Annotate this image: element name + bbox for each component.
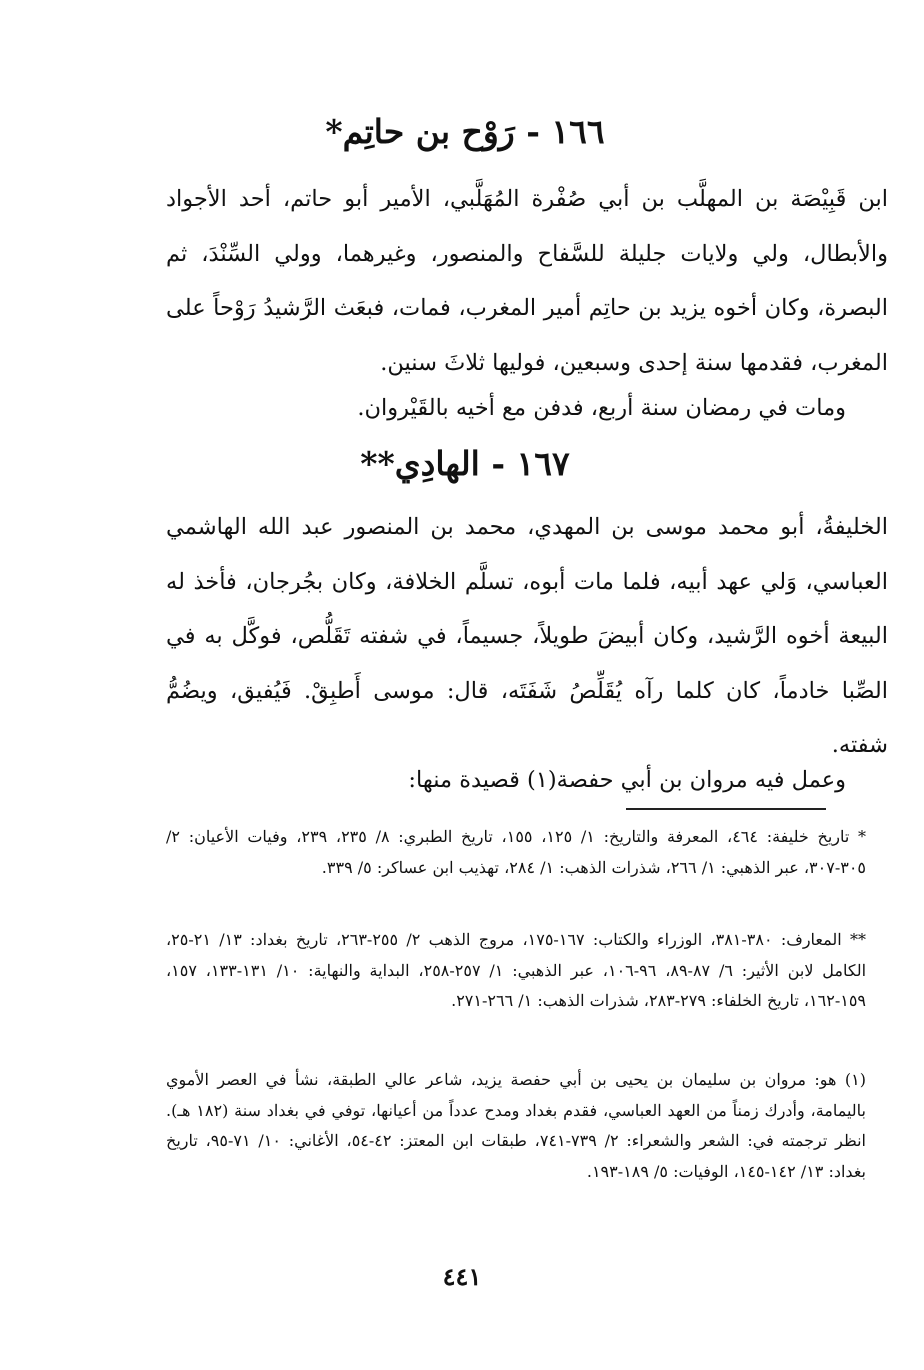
- footnote-single-star: * تاريخ خليفة: ٤٦٤، المعرفة والتاريخ: ١/ ١٢٥، ١٥٥، تاريخ الطبري: ٨/ ٢٣٥، ٢٣٩، وفيات الأعيان: ٢/ ٣٠٥-٣٠٧، عبر الذهبي: ١/ ٢٦٦، شذرات الذهب: ١/ ٢٨٤، تهذيب ابن عساكر: ٥/ ٣٣٩.: [166, 827, 867, 877]
- entry-body-166-death: ومات في رمضان سنة أربع، فدفن مع أخيه بالقَيْروان.: [357, 395, 846, 421]
- entry-title-167: ١٦٧ - الهادِي**: [360, 444, 570, 483]
- page-number: ٤٤١: [442, 1262, 482, 1291]
- entry-body-167: الخليفةُ، أبو محمد موسى بن المهدي، محمد بن المنصور عبد الله الهاشمي العباسي، وَلي عهد أبيه، فلما مات أبوه، تسلَّم الخلافة، وكان بجُرجان، فأخذ له البيعة أخوه الرَّشيد، وكان أبيضَ طويلاً، جسيماً، في شفته تَقَلُّص، فوكَّل به في الصِّبا خادماً، كان كلما رآه يُقَلِّصُ شَفَتَه، قال: موسى أَطبِقْ. فَيُفيق، ويضُمُّ شفته.: [166, 514, 888, 758]
- footnote-separator: [626, 808, 826, 810]
- footnote-double-star: ** المعارف: ٣٨٠-٣٨١، الوزراء والكتاب: ١٦٧-١٧٥، مروج الذهب ٢/ ٢٥٥-٢٦٣، تاريخ بغداد: ١٣/ ٢١-٢٥، الكامل لابن الأثير: ٦/ ٨٧-٨٩، ٩٦-١٠٦، عبر الذهبي: ١/ ٢٥٧-٢٥٨، البداية والنهاية: ١٠/ ١٣١-١٣٣، ١٥٧، ١٥٩-١٦٢، تاريخ الخلفاء: ٢٧٩-٢٨٣، شذرات الذهب: ١/ ٢٦٦-٢٧١.: [166, 930, 867, 1010]
- footnote-1: (١) هو: مروان بن سليمان بن يحيى بن أبي حفصة يزيد، شاعر عالي الطبقة، نشأ في العصر الأموي باليمامة، وأدرك زمناً من العهد العباسي، فقدم بغداد ومدح عدداً من أعيانها، توفي في بغداد سنة (١٨٢ هـ). انظر ترجمته في: الشعر والشعراء: ٢/ ٧٣٩-٧٤١، طبقات ابن المعتز: ٤٢-٥٤، الأغاني: ١٠/ ٧١-٩٥، تاريخ بغداد: ١٣/ ١٤٢-١٤٥، الوفيات: ٥/ ١٨٩-١٩٣.: [166, 1070, 866, 1181]
- entry-body-167-poem-intro: وعمل فيه مروان بن أبي حفصة(١) قصيدة منها:: [408, 767, 846, 793]
- entry-title-166: ١٦٦ - رَوْح بن حاتِم*: [325, 112, 605, 151]
- entry-body-166: ابن قَبِيْصَة بن المهلَّب بن أبي صُفْرة المُهَلَّبي، الأمير أبو حاتم، أحد الأجواد والأبطال، ولي ولايات جليلة للسَّفاح والمنصور، وغيرهما، وولي السِّنْدَ، ثم البصرة، وكان أخوه يزيد بن حاتِم أمير المغرب، فمات، فبعَث الرَّشيدُ رَوْحاً على المغرب، فقدمها سنة إحدى وسبعين، فوليها ثلاثَ سنين.: [166, 186, 888, 376]
